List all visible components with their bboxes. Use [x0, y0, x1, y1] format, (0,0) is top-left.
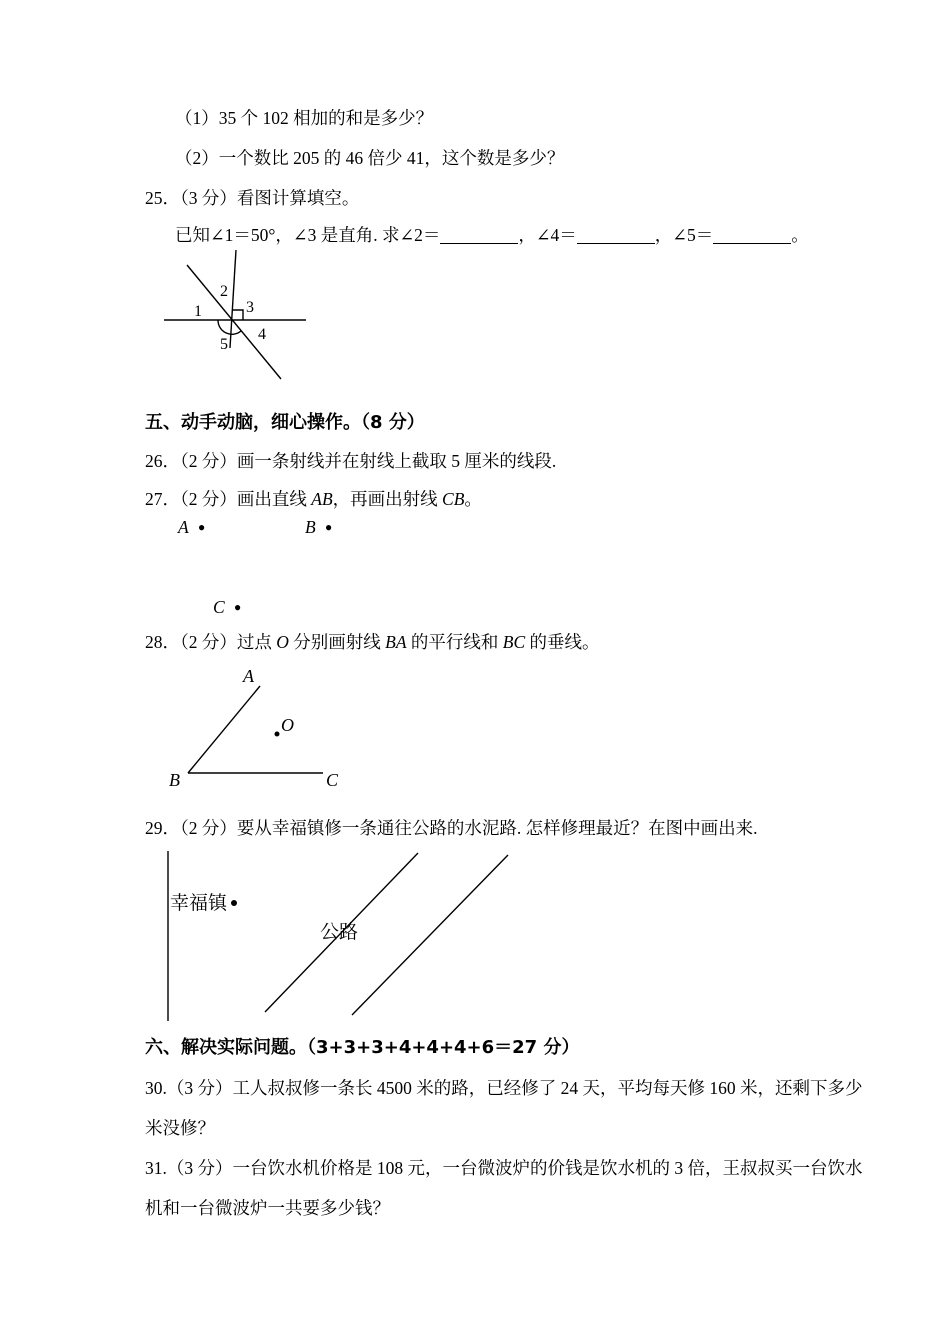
point-c-label: C — [213, 597, 225, 617]
q25-sep-angle4: ，∠4＝ — [518, 225, 577, 245]
question-31-line2: 机和一台微波炉一共要多少钱？ — [145, 1198, 390, 1218]
question-27 — [145, 488, 482, 512]
angle-figure-vertical-line — [230, 250, 236, 348]
question-28 — [145, 631, 600, 655]
q27-middle: ，再画出射线 — [332, 489, 443, 509]
point-b — [305, 516, 332, 540]
point-o-dot — [275, 732, 280, 737]
q25-sep-angle5: ，∠5＝ — [654, 225, 714, 245]
road-edge-line-2 — [352, 855, 508, 1015]
figure-label-c: C — [326, 770, 339, 790]
point-c-dot: • — [233, 595, 242, 620]
point-a-dot: • — [197, 515, 206, 540]
question-25-given-line — [175, 224, 809, 248]
question-26: 26．（2 分）画一条射线并在射线上截取 5 厘米的线段. — [145, 451, 557, 471]
figure-label-a: A — [243, 666, 254, 686]
town-point-dot — [231, 900, 237, 906]
q25-period: 。 — [791, 225, 809, 245]
answer-blank-angle4 — [577, 229, 655, 244]
q28-prefix: 28．（2 分）过点 — [145, 632, 277, 652]
angle-label-4: 4 — [258, 326, 266, 343]
angle-label-2: 2 — [220, 283, 228, 300]
angle-label-1: 1 — [194, 303, 202, 320]
question-31-line1: 31.（3 分）一台饮水机价格是 108 元，一台微波炉的价钱是饮水机的 3 倍，王叔叔买一台饮水 — [145, 1158, 863, 1178]
answer-blank-angle2 — [440, 229, 518, 244]
town-label: 幸福镇 — [170, 893, 228, 914]
q27-prefix: 27．（2 分）画出直线 — [145, 489, 312, 509]
figure-label-o: O — [281, 715, 294, 735]
point-b-label: B — [305, 517, 316, 537]
answer-blank-angle5 — [713, 229, 791, 244]
q28-ray-bc: BC — [502, 632, 526, 652]
angle-label-3: 3 — [246, 299, 254, 316]
ray-ba-line — [188, 686, 260, 773]
town-road-figure — [158, 845, 528, 1023]
point-a — [178, 516, 205, 540]
q28-mid2: 的平行线和 — [406, 632, 503, 652]
q27-line-ab: AB — [311, 489, 333, 509]
section-5-heading: 五、动手动脑，细心操作。（8 分） — [145, 412, 425, 433]
question-24-part1: （1）35 个 102 相加的和是多少？ — [175, 108, 434, 128]
question-30-line1: 30.（3 分）工人叔叔修一条长 4500 米的路，已经修了 24 天，平均每天修 160 米，还剩下多少 — [145, 1078, 863, 1098]
section-6-heading: 六、解决实际问题。（3+3+3+4+4+4+6＝27 分） — [145, 1037, 580, 1058]
angle-bac-figure — [163, 658, 353, 798]
q28-point-o: O — [276, 632, 289, 652]
angle-figure — [158, 246, 323, 391]
point-b-dot: • — [324, 515, 333, 540]
question-25-heading: 25．（3 分）看图计算填空。 — [145, 188, 360, 208]
q28-suffix: 的垂线。 — [525, 632, 600, 652]
q25-given-prefix: 已知∠1＝50°，∠3 是直角. 求∠2＝ — [175, 225, 441, 245]
q27-ray-cb: CB — [442, 489, 465, 509]
point-c — [213, 596, 241, 620]
point-a-label: A — [178, 517, 189, 537]
right-angle-mark — [233, 310, 243, 320]
question-30-line2: 米没修？ — [145, 1118, 215, 1138]
figure-label-b: B — [169, 770, 180, 790]
question-29: 29．（2 分）要从幸福镇修一条通往公路的水泥路. 怎样修理最近？在图中画出来. — [145, 818, 758, 838]
angle-label-5: 5 — [220, 336, 228, 353]
q27-suffix: 。 — [464, 489, 482, 509]
road-label: 公路 — [320, 922, 359, 943]
q28-mid1: 分别画射线 — [288, 632, 386, 652]
q28-ray-ba: BA — [385, 632, 407, 652]
question-24-part2: （2）一个数比 205 的 46 倍少 41，这个数是多少？ — [175, 148, 565, 168]
